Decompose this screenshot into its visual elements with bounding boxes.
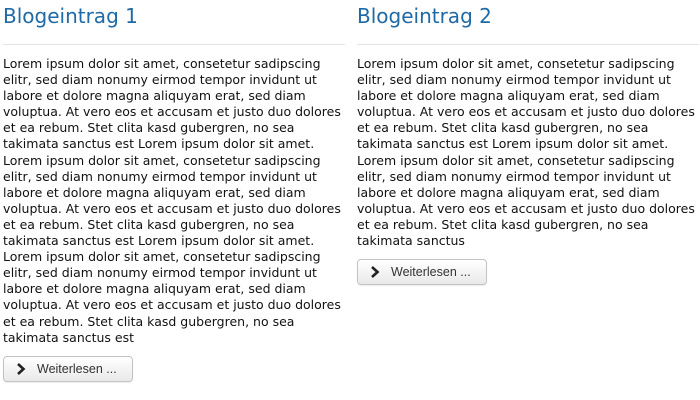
read-more-button[interactable] [3, 356, 133, 382]
post-title[interactable]: Blogeintrag 2 [357, 4, 492, 28]
chevron-right-icon [368, 265, 382, 279]
post-divider [3, 44, 345, 45]
post-excerpt: Lorem ipsum dolor sit amet, consetetur sadipscing elitr, sed diam nonumy eirmod tempor invidunt ut labore et dolore magna aliquyam erat, sed diam voluptua. At vero eos et accusam et justo duo dolores et ea rebum. Stet clita kasd gubergren, no sea takimata sanctus est Lorem ipsum dolor sit amet. Lorem ipsum dolor sit amet, consetetur sadipscing elitr, sed diam nonumy eirmod tempor invidunt ut labore et dolore magna aliquyam erat, sed diam voluptua. At vero eos et accusam et justo duo dolores et ea rebum. Stet clita kasd gubergren, no sea takimata sanctus est Lorem ipsum dolor sit amet. Lorem ipsum dolor sit amet, consetetur sadipscing elitr, sed diam nonumy eirmod tempor invidunt ut labore et dolore magna aliquyam erat, sed diam voluptua. At vero eos et accusam et justo duo dolores et ea rebum. Stet clita kasd gubergren, no sea takimata sanctus est [3, 56, 341, 345]
post-divider [357, 44, 699, 45]
post-excerpt: Lorem ipsum dolor sit amet, consetetur sadipscing elitr, sed diam nonumy eirmod tempor invidunt ut labore et dolore magna aliquyam erat, sed diam voluptua. At vero eos et accusam et justo duo dolores et ea rebum. Stet clita kasd gubergren, no sea takimata sanctus est Lorem ipsum dolor sit amet. Lorem ipsum dolor sit amet, consetetur sadipscing elitr, sed diam nonumy eirmod tempor invidunt ut labore et dolore magna aliquyam erat, sed diam voluptua. At vero eos et accusam et justo duo dolores et ea rebum. Stet clita kasd gubergren, no sea takimata sanctus [357, 56, 695, 249]
blog-post-1 [3, 0, 345, 382]
read-more-label: Weiterlesen ... [391, 265, 471, 280]
blog-post-2 [357, 0, 699, 285]
read-more-label: Weiterlesen ... [37, 361, 117, 376]
post-title[interactable]: Blogeintrag 1 [3, 4, 138, 28]
chevron-right-icon [14, 362, 28, 376]
read-more-button[interactable] [357, 259, 487, 285]
